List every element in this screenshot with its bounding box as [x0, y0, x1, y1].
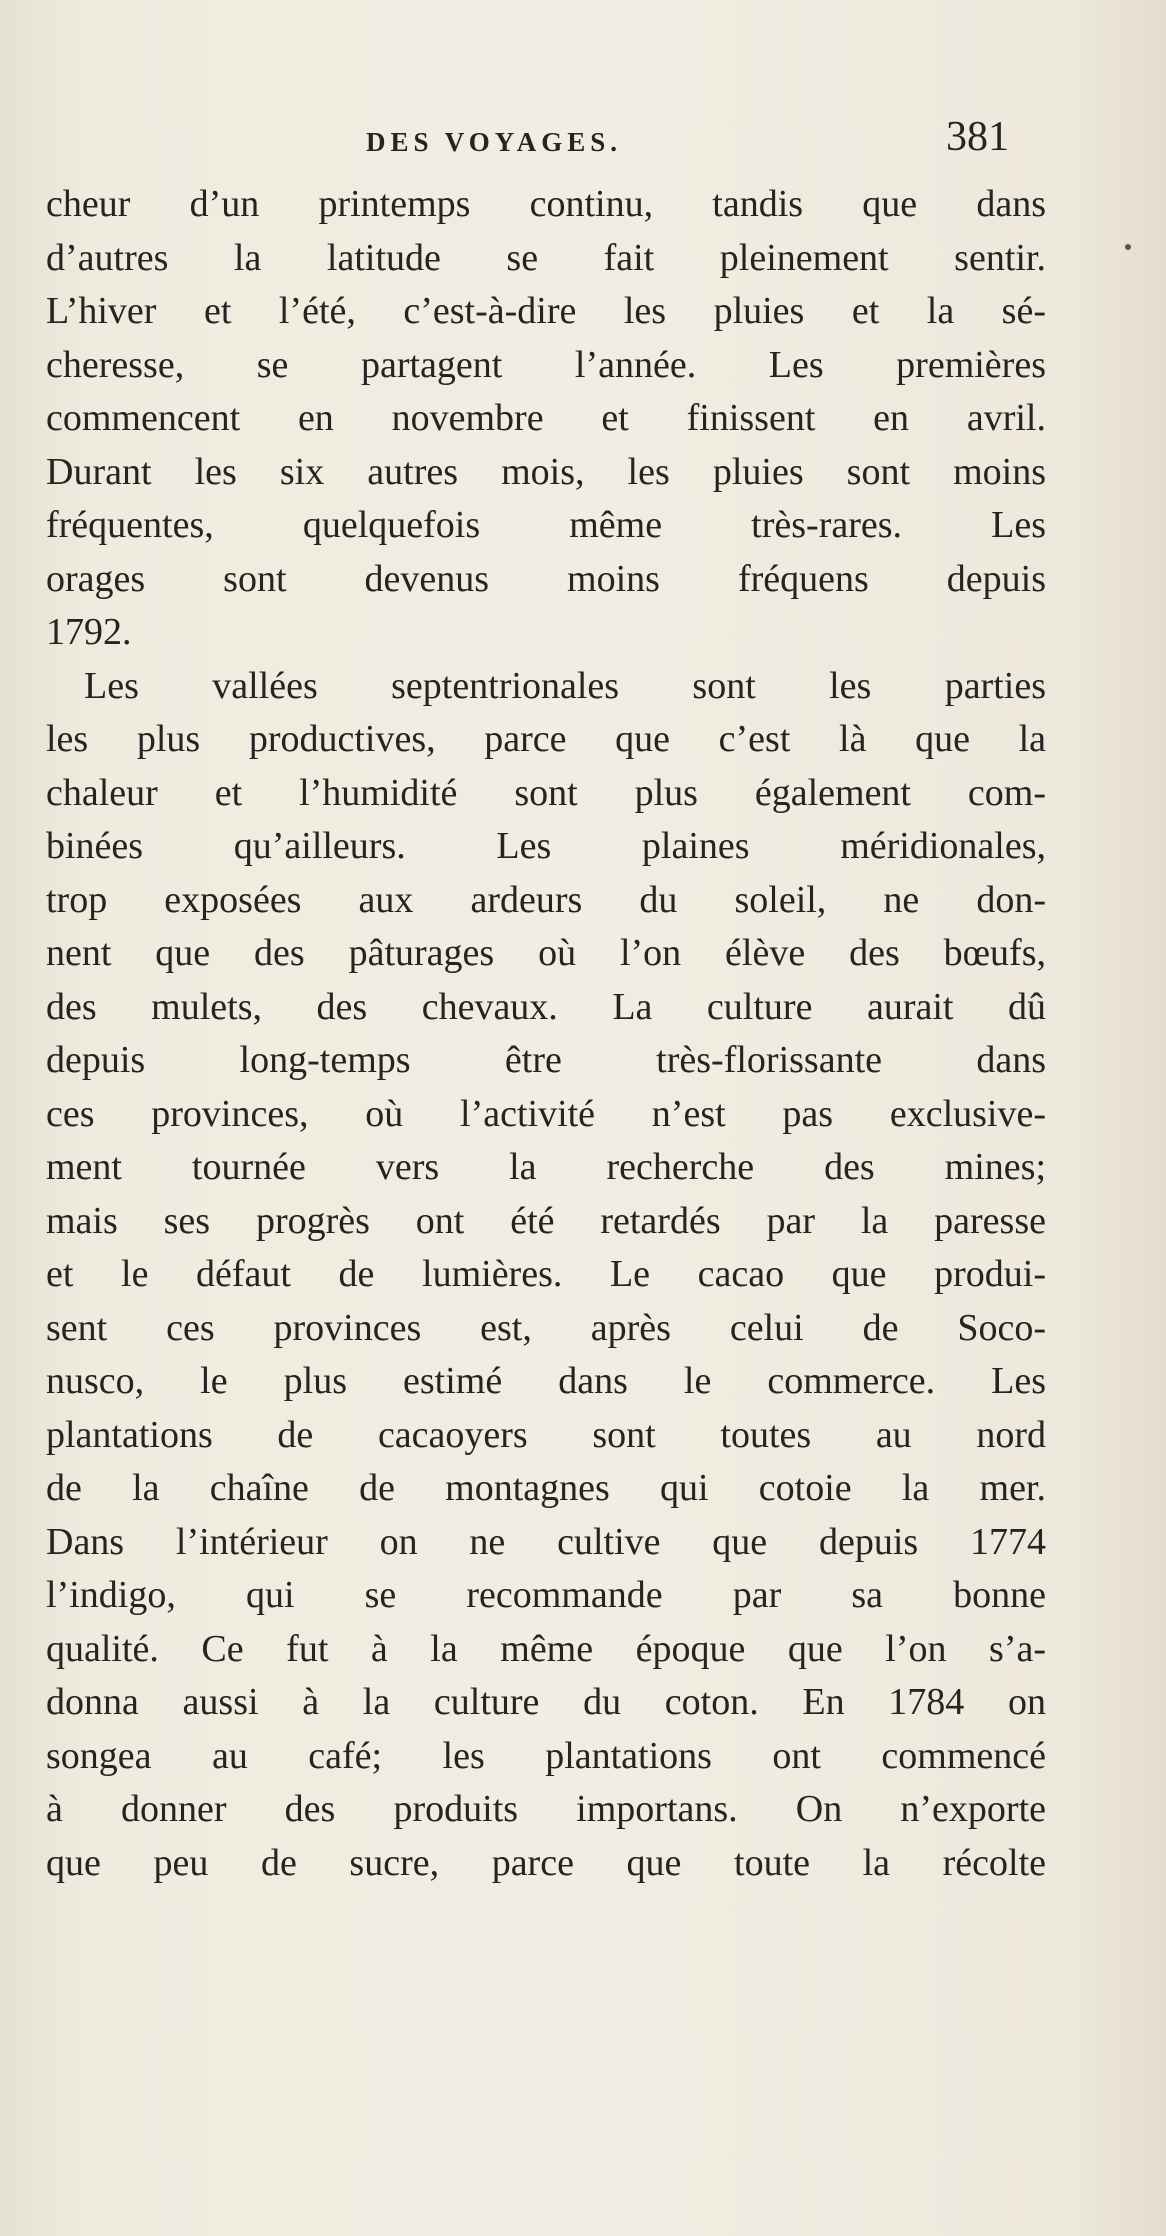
text-line: nusco, le plus estimé dans le commerce. Les	[46, 1360, 1046, 1402]
text-line: nent que des pâturages où l’on élève des bœufs,	[46, 932, 1046, 974]
text-line: 1792.	[46, 611, 132, 653]
text-line: et le défaut de lumières. Le cacao que produi-	[46, 1253, 1046, 1295]
text-line: cheresse, se partagent l’année. Les premières	[46, 343, 1046, 386]
text-line: l’indigo, qui se recommande par sa bonne	[46, 1574, 1046, 1616]
text-line: plantations de cacaoyers sont toutes au nord	[46, 1413, 1046, 1456]
text-line: les plus productives, parce que c’est là que la	[46, 718, 1046, 760]
text-line: donna aussi à la culture du coton. En 1784 on	[46, 1681, 1046, 1723]
page-number: 381	[946, 114, 1009, 160]
text-line: chaleur et l’humidité sont plus également com-	[46, 771, 1046, 814]
text-line: à donner des produits importans. On n’exporte	[46, 1788, 1046, 1830]
text-line: binées qu’ailleurs. Les plaines méridionales,	[46, 825, 1046, 867]
text-line: sent ces provinces est, après celui de Soco-	[46, 1306, 1046, 1349]
text-line: songea au café; les plantations ont commencé	[46, 1734, 1046, 1777]
text-line: Dans l’intérieur on ne cultive que depuis 1774	[46, 1520, 1046, 1563]
text-line: cheur d’un printemps continu, tandis que dans	[46, 183, 1046, 225]
text-line: ment tournée vers la recherche des mines;	[46, 1146, 1046, 1188]
text-line: fréquentes, quelquefois même très-rares. Les	[46, 504, 1046, 546]
text-line: mais ses progrès ont été retardés par la paresse	[46, 1199, 1046, 1242]
text-line: qualité. Ce fut à la même époque que l’on s’a-	[46, 1627, 1046, 1670]
text-line: d’autres la latitude se fait pleinement sentir.	[46, 236, 1046, 279]
running-title: DES VOYAGES.	[366, 127, 623, 157]
ink-speck	[1125, 244, 1131, 250]
text-line: orages sont devenus moins fréquens depuis	[46, 557, 1046, 600]
text-line: ces provinces, où l’activité n’est pas exclusive-	[46, 1092, 1046, 1135]
text-line: Durant les six autres mois, les pluies sont moins	[46, 450, 1046, 493]
text-line: commencent en novembre et finissent en avril.	[46, 397, 1046, 439]
paragraph-start-line: Les vallées septentrionales sont les parties	[84, 664, 1046, 707]
text-line: depuis long-temps être très-florissante dans	[46, 1039, 1046, 1081]
text-line: trop exposées aux ardeurs du soleil, ne don-	[46, 878, 1046, 921]
text-line: L’hiver et l’été, c’est-à-dire les pluies et la sé-	[46, 290, 1046, 332]
page-header	[0, 112, 1166, 164]
body-text	[46, 178, 1046, 1890]
text-line: des mulets, des chevaux. La culture aurait dû	[46, 985, 1046, 1028]
text-line: que peu de sucre, parce que toute la récolte	[46, 1841, 1046, 1884]
text-line: de la chaîne de montagnes qui cotoie la mer.	[46, 1467, 1046, 1509]
